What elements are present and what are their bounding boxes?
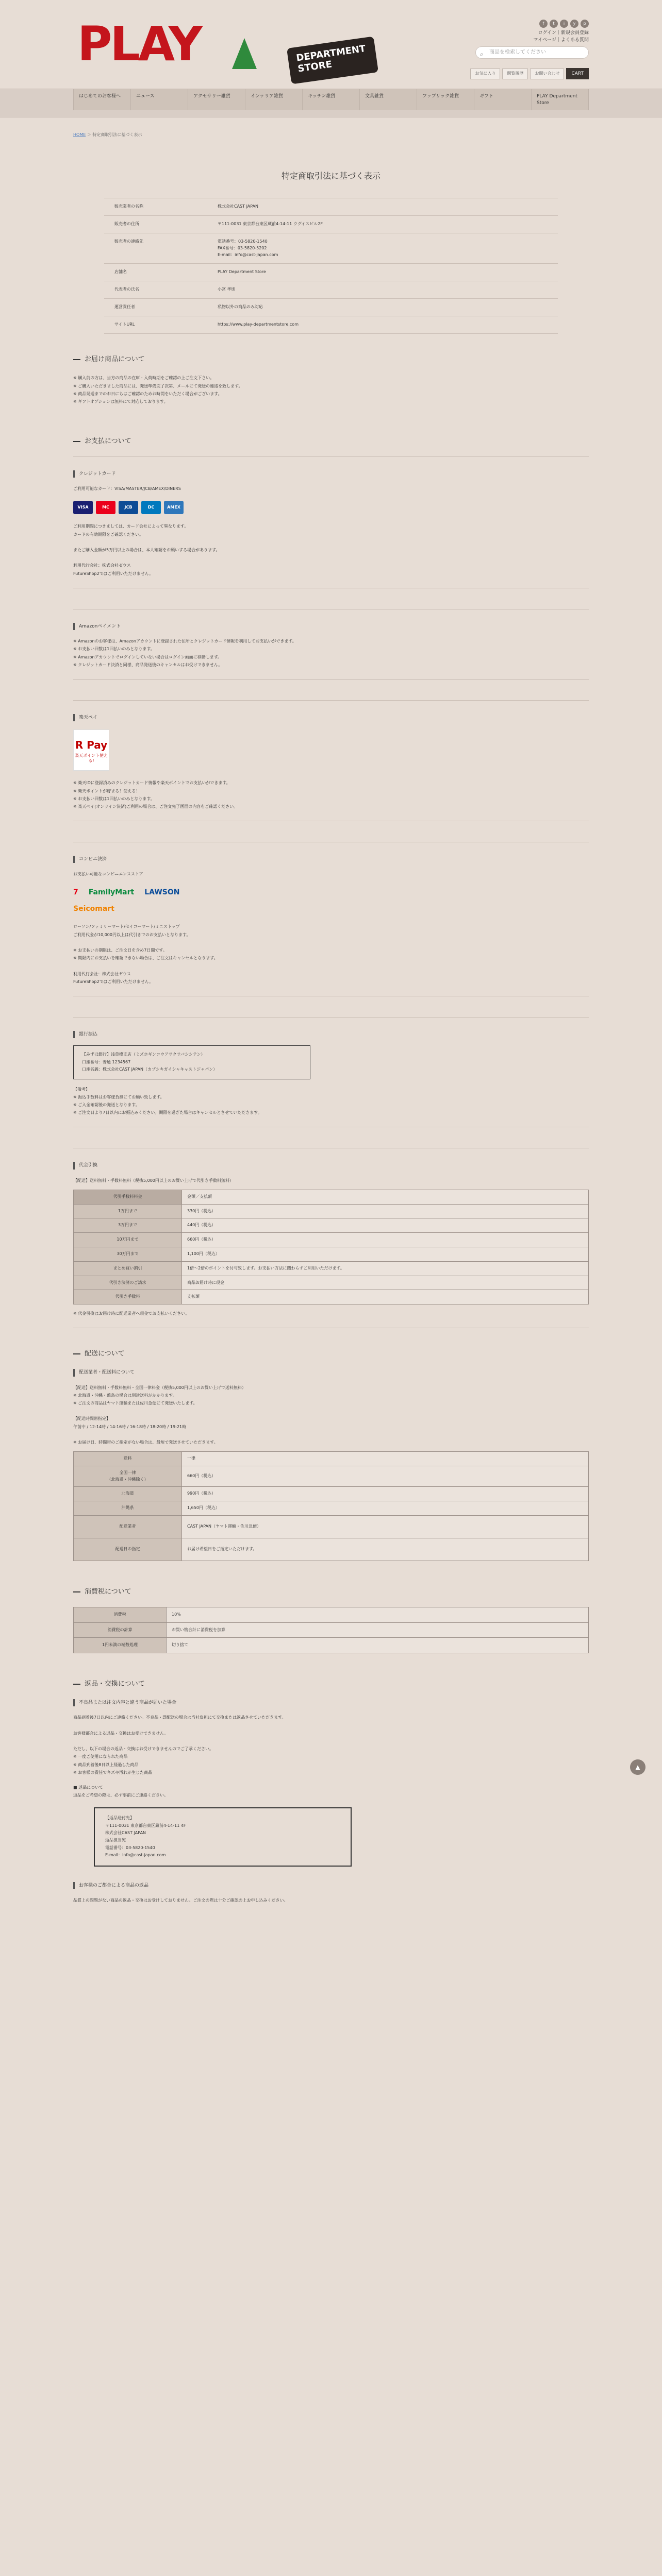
diners-icon: DC	[141, 501, 161, 514]
col-header: 代引手数料料金	[74, 1190, 182, 1204]
table-row	[74, 1487, 589, 1501]
tree-icon	[232, 38, 257, 69]
col-header: 金額／支払額	[182, 1190, 589, 1204]
bank-title: 銀行振込	[73, 1031, 589, 1038]
conv-text: お支払い可能なコンビニエンスストア	[73, 872, 143, 877]
returns-sub2: お客様のご都合による商品の返品	[73, 1882, 589, 1889]
row-label: 代表者の氏名	[104, 281, 207, 299]
tax-table	[73, 1607, 589, 1653]
credit-title: クレジットカード	[73, 470, 589, 478]
row-value: 1,650円（税込）	[182, 1501, 589, 1516]
row-value: CAST JAPAN（ヤマト運輸・佐川急便）	[182, 1516, 589, 1538]
site-logo[interactable]	[77, 16, 382, 85]
header-utility	[470, 20, 589, 44]
seller-info-table	[104, 198, 558, 333]
table-row	[74, 1218, 589, 1233]
pinterest-icon[interactable]: p	[581, 20, 589, 28]
nav-item-interior[interactable]: インテリア雑貨	[245, 89, 303, 110]
logo-text: PLAY	[77, 16, 201, 72]
returns-contact-title: ■ 返品について	[73, 1785, 103, 1790]
seicomart-icon: Seicomart	[73, 905, 114, 913]
table-row	[74, 1247, 589, 1262]
global-nav	[0, 89, 662, 117]
returns-text: 商品到着後7日以内にご連絡ください。不良品・誤配送の場合は当社負担にて交換または返品させていただきます。 お客様都合による返品・交換はお受けできません。 ただし、以下の場合の返品・交換はお受けできませんのでご了承ください。 ※ 一度ご使用になられた商品 ※ 商品到着後8日以上経過した商品 ※ お客様の責任でキズや汚れが生じた商品	[73, 1715, 286, 1775]
table-row	[74, 1516, 589, 1538]
conv-title: コンビニ決済	[73, 856, 589, 863]
breadcrumb-current: 特定商取引法に基づく表示	[92, 132, 142, 137]
nav-item-gift[interactable]: ギフト	[474, 89, 532, 110]
row-value: 商品お届け時に現金	[182, 1276, 589, 1290]
cod-title: 代金引換	[73, 1162, 589, 1169]
table-row	[74, 1466, 589, 1487]
cod-box	[73, 1148, 589, 1328]
rakuten-logo-sub: 楽天ポイント使える!	[75, 753, 108, 764]
card-logos	[73, 501, 589, 514]
table-row	[74, 1538, 589, 1561]
page-top-button[interactable]: ▲	[630, 1759, 646, 1775]
rakuten-box	[73, 700, 589, 821]
returns-address-box: 【返品送付先】 〒111-0031 東京都台東区蔵前4-14-11 4F 株式会社CAST JAPAN 返品担当宛 電話番号：03-5820-1540 E-mail：info@cast-japan.com	[94, 1807, 352, 1866]
section-tax	[73, 1587, 589, 1653]
row-label: 1万円まで	[74, 1204, 182, 1218]
table-row	[74, 1638, 589, 1653]
nav-item-news[interactable]: ニュース	[131, 89, 188, 110]
row-label: 代引き手数料	[74, 1290, 182, 1304]
row-value: 660円（税込）	[182, 1233, 589, 1247]
row-label: 全国一律 （北海道・沖縄除く）	[74, 1466, 182, 1487]
table-row	[74, 1233, 589, 1247]
row-label: 販売者の住所	[104, 216, 207, 233]
conv-more: ローソン/ファミリーマート/セイコーマート/ミニストップ ご利用代金が10,000円以上は代引きでのお支払いとなります。 ※ お支払いの期限は、ご注文日を含め7日間です。 ※ 期限内にお支払いを確認できない場合は、ご注文はキャンセルとなります。 利用代行会社：株式会社ゼウス FutureShop2ではご利用いただけません。	[73, 924, 218, 984]
rakuten-logo-text: R Pay	[75, 738, 108, 751]
instagram-icon[interactable]: i	[560, 20, 568, 28]
row-label: 配送業者	[74, 1516, 182, 1538]
nav-item-guide[interactable]: はじめてのお客様へ	[73, 89, 131, 110]
table-row	[104, 233, 558, 263]
rakuten-pay-logo	[73, 730, 109, 771]
table-row	[104, 281, 558, 299]
facebook-icon[interactable]: f	[539, 20, 548, 28]
row-label: 販売業者の名称	[104, 198, 207, 216]
row-value[interactable]: https://www.play-departmentstore.com	[207, 316, 558, 333]
row-value: 10%	[167, 1607, 589, 1622]
amazon-title: Amazonペイメント	[73, 623, 589, 630]
row-label: サイトURL	[104, 316, 207, 333]
table-row	[74, 1607, 589, 1622]
nav-item-store[interactable]: PLAY Department Store	[532, 89, 589, 110]
search-input[interactable]	[475, 46, 589, 59]
visa-icon: VISA	[73, 501, 93, 514]
row-value: 小宮 孝則	[207, 281, 558, 299]
conv-box	[73, 842, 589, 996]
twitter-icon[interactable]: t	[550, 20, 558, 28]
section-order	[73, 354, 589, 406]
cod-table	[73, 1190, 589, 1304]
conv-logos	[73, 887, 228, 915]
credit-box	[73, 456, 589, 588]
returns-sub: 不良品または注文内容と違う商品が届いた場合	[73, 1699, 589, 1706]
table-row	[104, 216, 558, 233]
search-icon: ⌕	[480, 50, 484, 58]
cod-note: 【配送】送料無料・手数料無料（税抜5,000円以上のお買い上げで代引き手数料無料）	[73, 1178, 234, 1183]
table-row	[74, 1261, 589, 1276]
youtube-icon[interactable]: y	[570, 20, 578, 28]
nav-item-accessory[interactable]: アクセサリー雑貨	[188, 89, 245, 110]
header-buttons	[470, 68, 589, 79]
table-row	[74, 1204, 589, 1218]
section-heading: 消費税について	[73, 1587, 589, 1598]
sns-links	[470, 20, 589, 28]
cod-footer: ※ 代金引換はお届け時に配送業者へ現金でお支払いください。	[73, 1311, 190, 1316]
credit-more: ご利用期間につきましては、カード会社によって異なります。 カードの有効期限をご確認ください。 またご購入金額が5万円以上の場合は、本人確認をお願いする場合があります。 利用代行会社：株式会社ゼウス FutureShop2ではご利用いただけません。	[73, 524, 220, 576]
mastercard-icon: MC	[96, 501, 115, 514]
row-label: 運営責任者	[104, 298, 207, 316]
row-value: 440円（税込）	[182, 1218, 589, 1233]
row-value: 990円（税込）	[182, 1487, 589, 1501]
row-value: 切り捨て	[167, 1638, 589, 1653]
nav-item-kitchen[interactable]: キッチン雑貨	[303, 89, 360, 110]
table-row	[74, 1290, 589, 1304]
table-row	[104, 198, 558, 216]
credit-text: ご利用可能なカード：VISA/MASTER/JCB/AMEX/DINERS	[73, 486, 181, 492]
amex-icon: AMEX	[164, 501, 184, 514]
breadcrumb-home[interactable]: HOME	[73, 132, 86, 137]
row-label: 消費税の計算	[74, 1622, 167, 1638]
row-label: 消費税	[74, 1607, 167, 1622]
table-row	[104, 298, 558, 316]
returns-contact-text: 返品をご希望の際は、必ず事前にご連絡ください。	[73, 1793, 168, 1798]
cart-button[interactable]: CART	[566, 68, 589, 79]
shipping-text: 【配送】送料無料・手数料無料・全国一律料金（税抜5,000円以上のお買い上げで送料無料） ※ 北海道・沖縄・離島の場合は別途送料がかかります。 ※ ご注文の商品はヤマト運輸または佐川急便にて発送いたします。 【配送時間帯指定】 午前中 / 12-14時 / 14-16時 / 16-18時 / 18-20時 / 19-21時 ※ お届け日、時間帯のご指定がない場合は、最短で発送させていただきます。	[73, 1385, 246, 1445]
bank-box	[73, 1017, 589, 1127]
history-button[interactable]: 閲覧履歴	[502, 69, 528, 79]
table-row	[74, 1190, 589, 1204]
contact-button[interactable]: お問い合わせ	[530, 69, 564, 79]
row-label: 1円未満の端数処理	[74, 1638, 167, 1653]
returns-text2: 品質上の問題がない商品の返品・交換はお受けしておりません。ご注文の際は十分ご確認の上お申し込みください。	[73, 1898, 288, 1903]
main-content	[73, 117, 589, 1904]
rakuten-title: 楽天ペイ	[73, 714, 589, 721]
table-row	[104, 316, 558, 333]
row-value: お買い物合計に消費税を加算	[167, 1622, 589, 1638]
section-shipping	[73, 1349, 589, 1561]
familymart-icon: FamilyMart	[88, 888, 135, 896]
row-value: お届け希望日をご指定いただけます。	[182, 1538, 589, 1561]
row-label: 代引き決済のご請求	[74, 1276, 182, 1290]
table-row	[74, 1501, 589, 1516]
breadcrumb	[73, 117, 589, 139]
page-title: 特定商取引法に基づく表示	[281, 171, 380, 181]
header-link-mypage[interactable]: マイページ｜よくある質問	[533, 37, 589, 43]
logo-tag: DEPARTMENT STORE	[287, 37, 378, 84]
section-payment	[73, 436, 589, 1328]
breadcrumb-sep: ＞	[87, 132, 93, 137]
row-label: 配送日の指定	[74, 1538, 182, 1561]
row-value: 〒111-0031 東京都台東区蔵前4-14-11 ウグイスビル2F	[207, 216, 558, 233]
row-value: PLAY Department Store	[207, 264, 558, 281]
row-label: 10万円まで	[74, 1233, 182, 1247]
rakuten-text: ※ 楽天IDに登録済みのクレジットカード情報や楽天ポイントでお支払いができます。 ※ 楽天ポイントが貯まる！使える！ ※ お支払い回数は1回払いのみとなります。 ※ 楽天ペイ(オンライン決済)ご利用の場合は、ご注文完了画面の内容をご確認ください。	[73, 781, 238, 809]
seven-eleven-icon: 7	[73, 888, 78, 896]
row-value: 支払額	[182, 1290, 589, 1304]
row-value: 私物以外の商品のみ対応	[207, 298, 558, 316]
table-row	[104, 264, 558, 281]
section-heading: お支払について	[73, 436, 589, 447]
bank-account-box: 【みずほ銀行】浅草橋支店（ミズホギンコウアサクサバシシテン） 口座番号：普通 1234567 口座名義：株式会社CAST JAPAN（カブシキガイシャキャストジャパン）	[73, 1045, 310, 1079]
row-value: 1,100円（税込）	[182, 1247, 589, 1262]
row-value: 株式会社CAST JAPAN	[207, 198, 558, 216]
row-value: 電話番号：03-5820-1540 FAX番号：03-5820-5202 E-mail：info@cast-japan.com	[207, 233, 558, 263]
row-value: 1倍〜2倍のポイントを付与致します。お支払い方法に関わらずご利用いただけます。	[182, 1261, 589, 1276]
section-heading: 配送について	[73, 1349, 589, 1360]
search-placeholder: 商品を検索してください	[489, 49, 546, 55]
row-label: 店舗名	[104, 264, 207, 281]
favorites-button[interactable]: お気に入り	[470, 69, 500, 79]
row-label: 30万円まで	[74, 1247, 182, 1262]
row-value: 一律	[182, 1452, 589, 1466]
lawson-icon: LAWSON	[144, 888, 180, 896]
section-heading: お届け商品について	[73, 354, 589, 365]
table-row	[74, 1622, 589, 1638]
amazon-text: ※ Amazonのお客様は、Amazonアカウントに登録された住所とクレジットカード情報を利用してお支払いができます。 ※ お支払い回数は1回払いのみとなります。 ※ Amazonアカウントでログインしていない場合はログイン画面に移動します。 ※ クレジットカード決済と同様、商品発送後のキャンセルはお受けできません。	[73, 639, 296, 667]
nav-item-stationery[interactable]: 文具雑貨	[360, 89, 417, 110]
row-label: 北海道	[74, 1487, 182, 1501]
jcb-icon: JCB	[119, 501, 138, 514]
nav-item-fabric[interactable]: ファブリック雑貨	[417, 89, 474, 110]
section-heading: 返品・交換について	[73, 1679, 589, 1690]
amazon-box	[73, 609, 589, 680]
row-label: 送料	[74, 1452, 182, 1466]
table-row	[74, 1452, 589, 1466]
row-label: 沖縄県	[74, 1501, 182, 1516]
shipping-table	[73, 1451, 589, 1561]
shipping-sub: 配送業者・配送料について	[73, 1369, 589, 1376]
site-header	[73, 0, 589, 89]
order-text: ※ 購入前の方は、当方の商品の在庫・入荷時期をご確認の上ご注文下さい。 ※ ご購入いただきました商品には、発送準備完了次第、メールにて発送の連絡を致します。 ※ 商品発送までのお日にちはご確認のためお時間をいただく場合がございます。 ※ ギフトオプションは無料にて対応しております。	[73, 376, 243, 404]
row-value: 330円（税込）	[182, 1204, 589, 1218]
header-link-login[interactable]: ログイン｜新規会員登録	[538, 30, 589, 36]
section-returns	[73, 1679, 589, 1904]
row-label: 3万円まで	[74, 1218, 182, 1233]
bank-note: 【備考】 ※ 振込手数料はお客様負担にてお願い致します。 ※ ご入金確認後の発送となります。 ※ ご注文日より7日以内にお振込みください。期限を過ぎた場合はキャンセルとさせていただきます。	[73, 1087, 262, 1115]
table-row	[74, 1276, 589, 1290]
row-label: 販売者の連絡先	[104, 233, 207, 263]
row-label: まとめ買い割引	[74, 1261, 182, 1276]
row-value: 660円（税込）	[182, 1466, 589, 1487]
